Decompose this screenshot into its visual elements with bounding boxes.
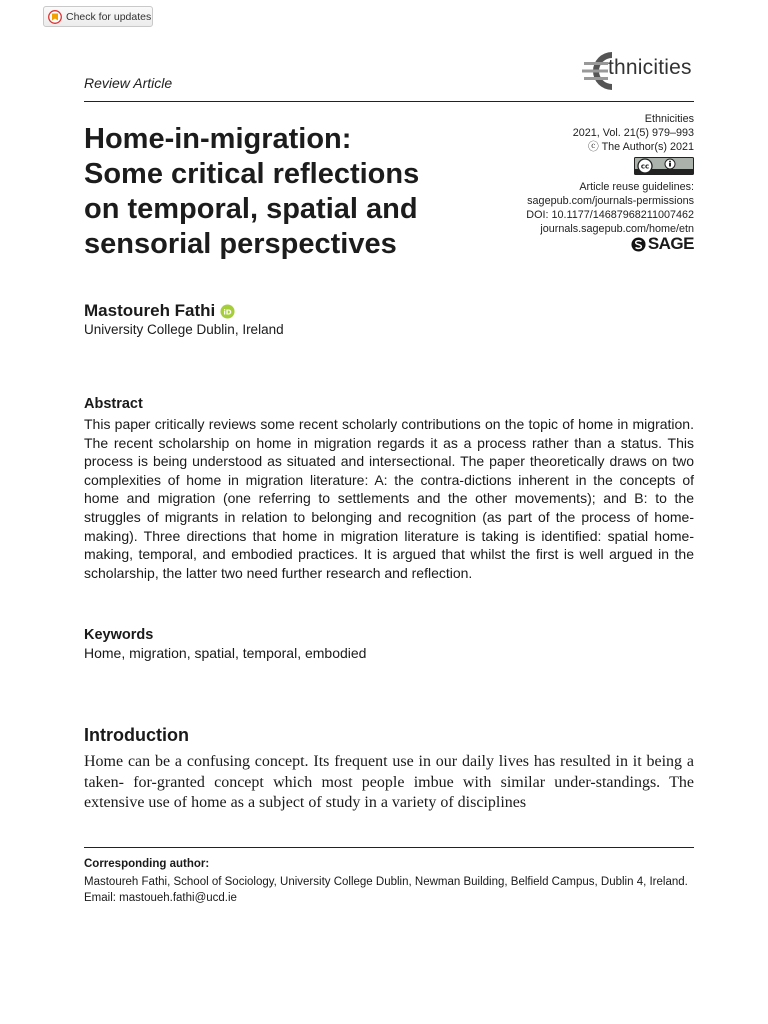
permissions-link[interactable]: sagepub.com/journals-permissions (527, 195, 694, 208)
corresponding-email[interactable]: Email: mastoueh.fathi@ucd.ie (84, 892, 237, 904)
corresponding-author-heading: Corresponding author: (84, 858, 210, 870)
title-line: on temporal, spatial and (84, 193, 418, 225)
reuse-guidelines: Article reuse guidelines: (579, 180, 694, 193)
article-title (84, 122, 474, 262)
cc-license-icon[interactable] (634, 157, 694, 179)
volume-info: 2021, Vol. 21(5) 979–993 (572, 127, 694, 140)
corresponding-author-details (84, 874, 699, 906)
publisher-logo (631, 234, 694, 254)
author-name[interactable]: Mastoureh Fathi (84, 301, 216, 320)
sage-icon (631, 237, 646, 252)
title-line: sensorial perspectives (84, 228, 397, 260)
check-for-updates-button[interactable] (43, 6, 153, 27)
introduction-heading: Introduction (84, 725, 189, 745)
check-for-updates-label: Check for updates (66, 10, 152, 23)
abstract-heading: Abstract (84, 396, 143, 412)
author-affiliation: University College Dublin, Ireland (84, 322, 284, 337)
introduction-text: Home can be a confusing concept. Its frequent use in our daily lives has resulted in it being a taken- for-granted concept which most people imbue with similar under-standings. The extensive use of home as a subject of study in a variety of disciplines (84, 753, 694, 811)
article-type: Review Article (84, 75, 173, 91)
journal-logo-text: thnicities (608, 56, 692, 79)
header-rule (84, 101, 694, 102)
journal-homepage-link[interactable]: journals.sagepub.com/home/etn (540, 223, 694, 236)
corresponding-address: Mastoureh Fathi, School of Sociology, University College Dublin, Newman Building, Belfield Campus, Dublin 4, Ireland. (84, 876, 688, 888)
check-updates-icon (48, 10, 62, 24)
orcid-icon[interactable] (220, 304, 235, 319)
title-line: Home-in-migration: (84, 123, 352, 155)
svg-text:iD: iD (223, 306, 232, 316)
copyright: ⓒ The Author(s) 2021 (587, 141, 694, 154)
doi[interactable]: DOI: 10.1177/14687968211007462 (526, 209, 694, 222)
article-metadata (474, 112, 694, 237)
author (84, 301, 235, 321)
journal-name: Ethnicities (644, 113, 694, 125)
publisher-name: SAGE (647, 234, 694, 253)
abstract-text: This paper critically reviews some recent scholarly contributions on the topic of home in migration. The recent scholarship on home in migration regards it as a process rather than a status. This process is being understood as situated and intersectional. The paper theoretically draws on two complexities of home in migration literature: A: the contra-dictions inherent in the concepts of home and migration (one referring to settlements and the other movements); and B: to the struggles of migrants in relation to belonging and recognition (as part of the process of home-making). Three directions that home in migration literature is taking is identified: spatial home-making, temporal, and embodied practices. It is argued that whilst the first is well argued in the scholarship, the latter two need further research and reflection. (84, 416, 694, 581)
footnote-rule (84, 847, 694, 848)
title-line: Some critical reflections (84, 158, 420, 190)
keywords-text: Home, migration, spatial, temporal, embodied (84, 645, 367, 661)
keywords-heading: Keywords (84, 627, 154, 643)
svg-text:cc: cc (640, 162, 650, 171)
